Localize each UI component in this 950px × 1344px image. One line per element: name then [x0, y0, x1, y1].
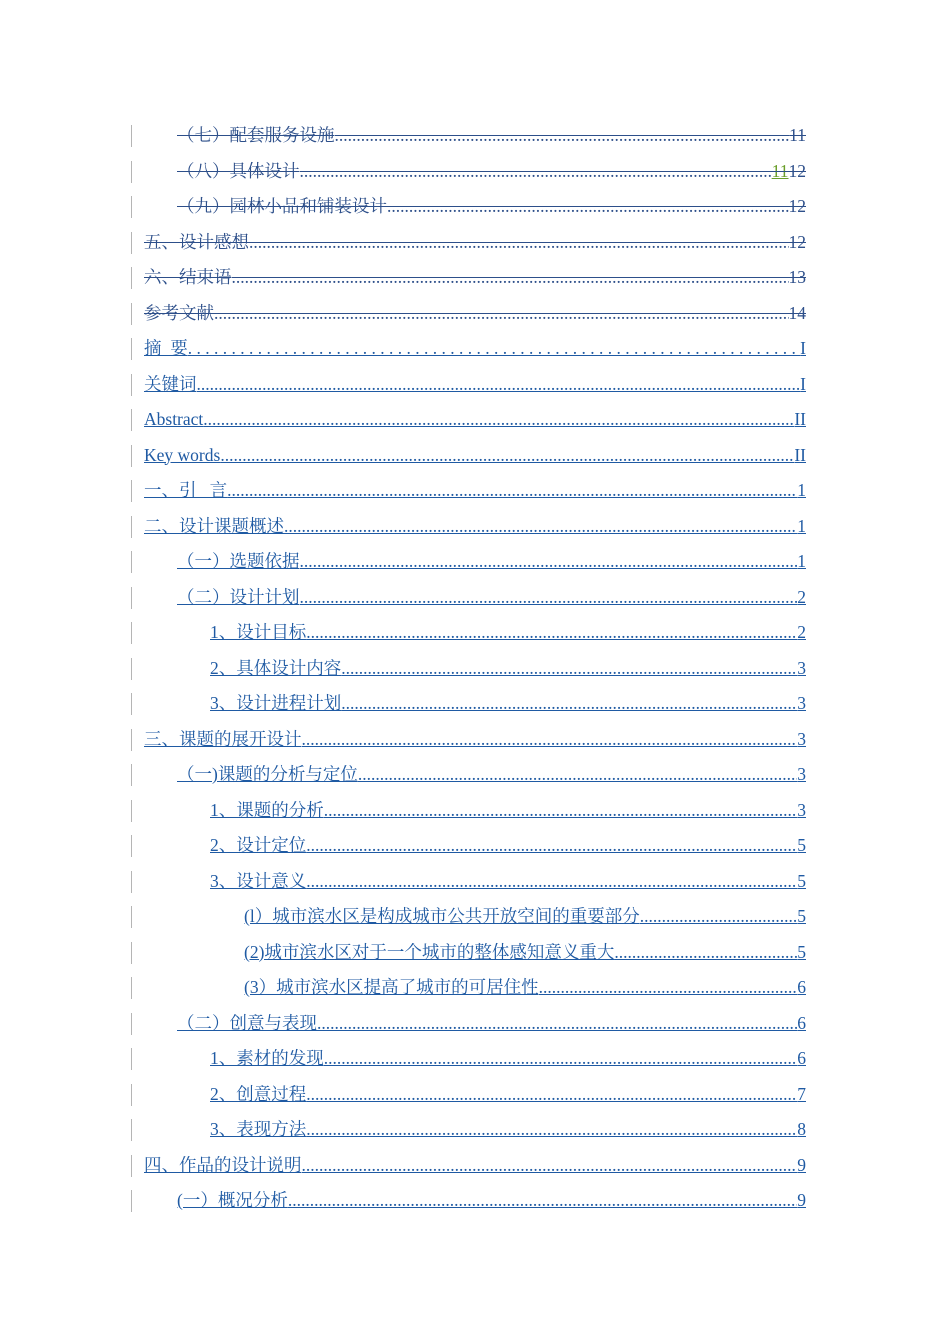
revision-bar — [131, 338, 132, 360]
revision-bar — [131, 729, 132, 751]
toc-entry-title: （九）园林小品和铺装设计 — [177, 196, 387, 216]
toc-entry-title: （一)课题的分析与定位 — [177, 764, 358, 784]
toc-row — [0, 438, 950, 474]
toc-row — [0, 935, 950, 971]
toc-entry-page: 5 — [797, 835, 806, 855]
revision-bar — [131, 1048, 132, 1070]
toc-entry-page-inserted: 11 — [771, 160, 789, 181]
toc-entry-deleted[interactable] — [177, 154, 806, 190]
toc-row — [0, 1148, 950, 1184]
revision-bar — [131, 693, 132, 715]
toc-entry-page: 5 — [797, 906, 806, 926]
toc-entry-title: 2、创意过程 — [210, 1083, 307, 1104]
dot-leader — [614, 935, 797, 971]
revision-bar — [131, 1190, 132, 1212]
toc-entry[interactable] — [144, 473, 806, 509]
toc-entry[interactable] — [210, 651, 806, 687]
toc-entry-title: 1、设计目标 — [210, 622, 307, 642]
toc-entry-title: 一、引 言 — [144, 480, 228, 500]
toc-row — [0, 473, 950, 509]
toc-entry-page: 11 — [789, 125, 806, 145]
dot-leader — [288, 1183, 797, 1219]
toc-entry-page: 1 — [797, 480, 806, 500]
revision-bar — [131, 835, 132, 857]
toc-row — [0, 615, 950, 651]
toc-entry-page: 8 — [797, 1119, 806, 1139]
toc-entry-title: 六、结束语 — [144, 267, 232, 287]
dot-leader — [227, 473, 797, 509]
toc-entry-deleted[interactable] — [144, 225, 806, 261]
toc-entry[interactable] — [144, 1148, 806, 1184]
toc-entry-title: 摘 要 — [144, 338, 188, 358]
toc-row — [0, 402, 950, 438]
toc-entry-page: 1 — [797, 551, 806, 571]
toc-entry-title: （七）配套服务设施 — [177, 125, 335, 145]
toc-entry[interactable] — [144, 509, 806, 545]
dot-leader — [300, 154, 772, 190]
toc-row — [0, 686, 950, 722]
toc-entry-title: 二、设计课题概述 — [144, 515, 284, 536]
toc-entry-deleted[interactable] — [144, 296, 806, 332]
toc-row — [0, 1077, 950, 1113]
dot-leader — [232, 260, 789, 296]
toc-row — [0, 864, 950, 900]
toc-entry[interactable] — [244, 935, 806, 971]
revision-bar — [131, 1013, 132, 1035]
toc-row — [0, 970, 950, 1006]
revision-bar — [131, 161, 132, 183]
dot-leader — [197, 367, 801, 403]
toc-entry[interactable] — [144, 722, 806, 758]
toc-entry-page: 2 — [797, 622, 806, 642]
toc-entry[interactable] — [177, 544, 806, 580]
dot-leader — [539, 970, 798, 1006]
toc-entry[interactable] — [144, 367, 806, 403]
toc-row — [0, 509, 950, 545]
toc-entry[interactable] — [244, 899, 806, 935]
table-of-contents — [0, 118, 950, 1219]
revision-bar — [131, 622, 132, 644]
toc-entry-title: 1、课题的分析 — [210, 799, 324, 820]
toc-entry[interactable] — [144, 402, 806, 438]
toc-row — [0, 544, 950, 580]
toc-entry-page: 3 — [797, 728, 806, 749]
toc-entry-title: Key words — [144, 444, 221, 465]
toc-row — [0, 1112, 950, 1148]
toc-entry-page: 12 — [788, 231, 806, 252]
revision-bar — [131, 871, 132, 893]
toc-entry-title: 3、设计进程计划 — [210, 693, 342, 713]
toc-row — [0, 1041, 950, 1077]
dot-leader — [203, 402, 794, 438]
toc-entry-page: 6 — [797, 1012, 806, 1033]
revision-bar — [131, 303, 132, 325]
toc-entry-deleted[interactable] — [144, 260, 806, 296]
revision-bar — [131, 551, 132, 573]
toc-entry[interactable] — [144, 331, 806, 367]
revision-bar — [131, 800, 132, 822]
revision-bar — [131, 1084, 132, 1106]
toc-entry-page: 12 — [788, 196, 806, 216]
toc-entry[interactable] — [177, 757, 806, 793]
toc-entry-title: 2、设计定位 — [210, 835, 307, 855]
toc-row — [0, 118, 950, 154]
toc-entry-page: 12 — [788, 160, 806, 181]
dot-leader — [306, 615, 797, 651]
toc-entry-title: （二）创意与表现 — [177, 1012, 317, 1033]
dot-leader — [341, 686, 797, 722]
toc-row — [0, 154, 950, 190]
toc-entry-deleted[interactable] — [177, 189, 806, 225]
toc-entry-title: Abstract — [144, 409, 204, 429]
toc-entry-title: （一）选题依据 — [177, 551, 300, 571]
dot-leader — [341, 651, 797, 687]
revision-bar — [131, 587, 132, 609]
toc-entry[interactable] — [210, 1041, 806, 1077]
revision-bar — [131, 125, 132, 147]
toc-entry-title: 五、设计感想 — [144, 231, 249, 252]
toc-entry-title: 1、素材的发现 — [210, 1048, 324, 1068]
toc-entry-page: 3 — [797, 693, 806, 713]
dot-leader — [300, 544, 798, 580]
revision-bar — [131, 409, 132, 431]
toc-entry-title: （八）具体设计 — [177, 160, 300, 181]
dot-leader — [302, 722, 798, 758]
toc-entry[interactable] — [177, 1183, 806, 1219]
revision-bar — [131, 480, 132, 502]
dot-leader — [284, 509, 797, 545]
toc-entry[interactable] — [144, 438, 806, 474]
revision-bar — [131, 906, 132, 928]
toc-row — [0, 651, 950, 687]
toc-entry[interactable] — [210, 864, 806, 900]
dot-leader — [306, 864, 797, 900]
toc-entry-page: II — [794, 444, 806, 465]
toc-entry-page: 13 — [788, 267, 806, 287]
toc-entry-title: 参考文献 — [144, 302, 214, 323]
revision-bar — [131, 267, 132, 289]
toc-entry[interactable] — [210, 1112, 806, 1148]
toc-row — [0, 722, 950, 758]
toc-entry-page: 6 — [797, 977, 806, 997]
toc-entry[interactable] — [210, 793, 806, 829]
toc-row — [0, 757, 950, 793]
toc-entry[interactable] — [177, 580, 806, 616]
toc-entry-title: 3、设计意义 — [210, 870, 307, 891]
toc-row — [0, 296, 950, 332]
toc-entry-title: 3、表现方法 — [210, 1119, 307, 1139]
toc-entry-page: 9 — [797, 1154, 806, 1175]
toc-entry-page: 3 — [797, 657, 806, 678]
dot-leader — [640, 899, 798, 935]
toc-entry-title: （二）设计计划 — [177, 586, 300, 607]
toc-entry-page: II — [794, 409, 806, 429]
toc-entry[interactable] — [210, 615, 806, 651]
toc-entry[interactable] — [177, 1006, 806, 1042]
toc-entry-title: (一）概况分析 — [177, 1190, 288, 1210]
dot-leader — [300, 580, 798, 616]
revision-bar — [131, 764, 132, 786]
dot-leader — [306, 1077, 797, 1113]
toc-entry-title: 三、课题的展开设计 — [144, 728, 302, 749]
toc-entry[interactable] — [244, 970, 806, 1006]
toc-entry[interactable] — [210, 828, 806, 864]
toc-row — [0, 225, 950, 261]
revision-bar — [131, 196, 132, 218]
toc-entry-page: 5 — [797, 870, 806, 891]
toc-entry-page: 9 — [797, 1190, 806, 1210]
toc-entry-page: I — [800, 373, 806, 394]
toc-entry-title: (2)城市滨水区对于一个城市的整体感知意义重大 — [244, 941, 615, 962]
dot-leader — [188, 331, 800, 367]
dot-leader — [220, 438, 794, 474]
toc-entry-page: 6 — [797, 1048, 806, 1068]
dot-leader — [302, 1148, 798, 1184]
toc-entry-page: 14 — [788, 302, 806, 323]
toc-row — [0, 260, 950, 296]
revision-bar — [131, 977, 132, 999]
revision-bar — [131, 1119, 132, 1141]
toc-entry[interactable] — [210, 1077, 806, 1113]
toc-entry-page: 2 — [797, 586, 806, 607]
dot-leader — [249, 225, 789, 261]
revision-bar — [131, 445, 132, 467]
revision-bar — [131, 232, 132, 254]
revision-bar — [131, 374, 132, 396]
revision-bar — [131, 942, 132, 964]
toc-entry[interactable] — [210, 686, 806, 722]
toc-entry-page: 3 — [797, 764, 806, 784]
toc-entry-page: 7 — [797, 1083, 806, 1104]
toc-row — [0, 1183, 950, 1219]
dot-leader — [358, 757, 797, 793]
toc-entry-title: 2、具体设计内容 — [210, 657, 342, 678]
toc-row — [0, 793, 950, 829]
dot-leader — [387, 189, 789, 225]
revision-bar — [131, 516, 132, 538]
toc-entry-title: 关键词 — [144, 373, 197, 394]
toc-entry-deleted[interactable] — [177, 118, 806, 154]
toc-row — [0, 899, 950, 935]
toc-entry-title: (3）城市滨水区提高了城市的可居住性 — [244, 977, 539, 997]
toc-entry-title: 四、作品的设计说明 — [144, 1154, 302, 1175]
toc-entry-page: 5 — [797, 941, 806, 962]
toc-entry-page: 1 — [797, 515, 806, 536]
toc-row — [0, 331, 950, 367]
toc-entry-title: (l）城市滨水区是构成城市公共开放空间的重要部分 — [244, 906, 640, 926]
dot-leader — [335, 118, 790, 154]
toc-row — [0, 1006, 950, 1042]
revision-bar — [131, 1155, 132, 1177]
dot-leader — [324, 1041, 798, 1077]
dot-leader — [306, 1112, 797, 1148]
toc-row — [0, 580, 950, 616]
toc-entry-page: I — [800, 338, 806, 358]
dot-leader — [317, 1006, 797, 1042]
dot-leader — [214, 296, 789, 332]
toc-row — [0, 189, 950, 225]
toc-row — [0, 828, 950, 864]
dot-leader — [306, 828, 797, 864]
toc-row — [0, 367, 950, 403]
dot-leader — [324, 793, 798, 829]
toc-entry-page: 3 — [797, 799, 806, 820]
revision-bar — [131, 658, 132, 680]
